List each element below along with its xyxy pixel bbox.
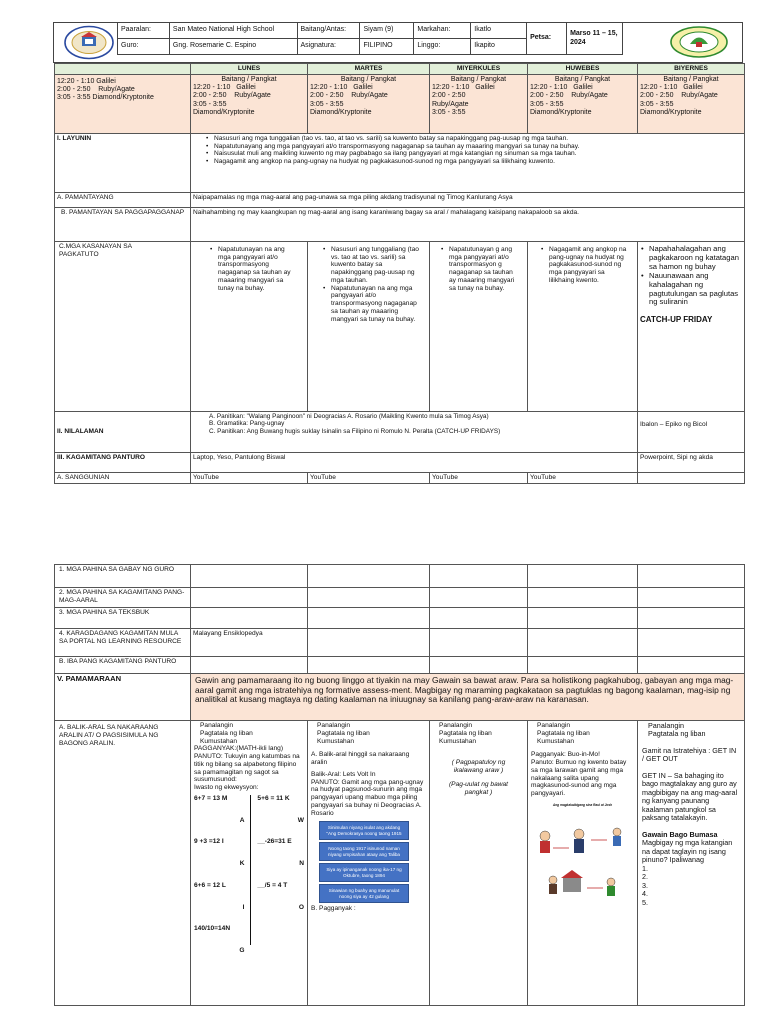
- linggo-label: Linggo:: [414, 39, 471, 55]
- markahan-value: Ikatlo: [471, 23, 527, 39]
- balik-aral-biyernes: Panalangin Pagtatala ng liban Gamit na Istratehiya : GET IN / GET OUT GET IN – Sa bahaging ito bago magtalakay ang guro ay magbibigay na ang mag-aaral ng kanyang paunang kaalaman patungkol sa paksang tatalakayin. Gawain Bago Bumasa Magbigay ng mga katangian na dapat taglayin ng isang pinuno? Ipaliwanag 1. 2. 3. 4. 5.: [638, 721, 745, 1006]
- cipher-divider: [250, 795, 251, 945]
- balik-aral-row: [55, 721, 745, 1006]
- kagamitang-label: III. KAGAMITANG PANTURO: [55, 452, 191, 472]
- pamamaraan-row: [55, 674, 745, 721]
- markahan-label: Markahan:: [414, 23, 471, 39]
- schedule-martes: Baitang / Pangkat 12:20 - 1:10 Galilei 2:00 - 2:50 Ruby/Agate 3:05 - 3:55 Diamond/Kryptonite: [308, 74, 430, 133]
- baitang-value: Siyam (9): [360, 23, 414, 39]
- paaralan-label: Paaralan:: [118, 23, 170, 39]
- kasanayan-biyernes: • Napahahalagahan ang pagkakaroon ng katatagan sa hamon ng buhay • Nauunawaan ang kahalagahan ng pagtutulungan sa paglutas ng suliranin CATCH-UP FRIDAY: [638, 241, 745, 411]
- story-image: Ang magkakaibigang sina Raul at Josh: [531, 804, 634, 902]
- nilalaman-label: II. NILALAMAN: [55, 411, 191, 452]
- timeline-boxes: [319, 821, 409, 903]
- asignatura-value: FILIPINO: [360, 39, 414, 55]
- kagamitang-mag-aaral-row: [55, 588, 745, 608]
- karagdagang-label: 4. KARAGDAGANG KAGAMITAN MULA SA PORTAL NG LEARNING RESOURCE: [55, 629, 191, 657]
- timeline-box: Sinimulan niyang isulat ang akdang "Ang Demokrasya noong taong 1915: [319, 821, 409, 840]
- petsa-value: Marso 11 – 15, 2024: [567, 23, 623, 55]
- layunin-item: • Nagagamit ang angkop na pang-ugnay na hudyat ng pagkakasunod-sunod ng mga pangyayari sa lilikhaing kuwento.: [205, 158, 742, 166]
- balik-aral-lunes: Panalangin Pagtatala ng liban Kumustahan PAGGANYAK:(MATH-ikli lang) PANUTO: Tukuyin ang katumbas na titik ng bilang sa alpabetong filipino sa pamamagitan ng sagot sa susumusunod: Iwasto ng ekweysyon: 6+7 = 13 M A 9 +3 =12 I K 6+6 = 12 L I 140/10=14N G 5+6 = 11 K W __-26=31 E N __/5 = 4 T O: [191, 721, 308, 1006]
- pagganap-text: Naihahambing ng may kaangkupan ng mag-aaral ang isang karaniwang bagay sa aral / mahalagang kaisipang nakapaloob sa akda.: [191, 207, 745, 241]
- lesson-plan-table: [54, 63, 745, 484]
- cipher-right-column: 5+6 = 11 K W __-26=31 E N __/5 = 4 T O: [257, 794, 304, 911]
- timeline-box: Siya ay ipinanganak noong ika-17 ng Oktubre, taong 1894: [319, 863, 409, 882]
- kasanayan-miyerkules: • Napatutunayan g ang mga pangyayari at/o transpormasyon g nagaganap sa tauhan ay maaaring mangyari sa tunay na buhay.: [430, 241, 528, 411]
- schedule-first: 12:20 - 1:10 Galilei 2:00 - 2:50 Ruby/Agate 3:05 - 3:55 Diamond/Kryptonite: [55, 74, 191, 133]
- schedule-lunes: Baitang / Pangkat 12:20 - 1:10 Galilei 2:00 - 2:50 Ruby/Agate 3:05 - 3:55 Diamond/Kryptonite: [191, 74, 308, 133]
- kasanayan-row: [55, 241, 745, 411]
- day-lunes: LUNES: [191, 64, 308, 75]
- day-huwebes: HUWEBES: [528, 64, 638, 75]
- iba-pang-row: [55, 657, 745, 674]
- day-miyerkules: MIYERKULES: [430, 64, 528, 75]
- pamantayang-text: Naipapamalas ng mga mag-aaral ang pag-unawa sa mga piling akdang tradisyunal ng Timog Kanlurang Asya: [191, 192, 745, 207]
- balik-aral-label: A. BALIK-ARAL SA NAKARAANG ARALIN AT/ O PAGSISIMULA NG BAGONG ARALIN.: [55, 721, 191, 1006]
- catch-up-friday: CATCH-UP FRIDAY: [640, 315, 713, 325]
- pamantayang-row: [55, 192, 745, 207]
- schedule-huwebes: Baitang / Pangkat 12:20 - 1:10 Galilei 2:00 - 2:50 Ruby/Agate 3:05 - 3:55 Diamond/Kryptonite: [528, 74, 638, 133]
- layunin-content: [191, 133, 745, 192]
- teksbuk-row: [55, 608, 745, 629]
- paaralan-value: San Mateo National High School: [169, 23, 297, 39]
- kagamitang-mag-aaral-label: 2. MGA PAHINA SA KAGAMITANG PANG-MAG-AARAL: [55, 588, 191, 608]
- guro-value: Gng. Rosemarie C. Espino: [169, 39, 297, 55]
- karagdagang-value: Malayang Ensiklopedya: [191, 629, 308, 657]
- kasanayan-label: C.MGA KASANAYAN SA PAGKATUTO: [55, 241, 191, 411]
- teksbuk-label: 3. MGA PAHINA SA TEKSBUK: [55, 608, 191, 629]
- kagamitang-biyernes: Powerpoint, Sipi ng akda: [638, 452, 745, 472]
- layunin-item: • Nasusuri ang mga tunggalian (tao vs. tao, at tao vs. sarili) sa kuwento batay sa napakinggang pag-uusap ng mga tauhan.: [205, 135, 742, 143]
- sanggunian-label: A. SANGGUNIAN: [55, 472, 191, 483]
- schedule-row: [55, 74, 745, 133]
- gabay-row: [55, 565, 745, 588]
- balik-aral-huwebes: Panalangin Pagtatala ng liban Kumustahan Pagganyak: Buo-in-Mo! Panuto: Bumuo ng kwento batay sa mga larawan gamit ang mga nakalaang salita upang magkasunod-sunod ang mga pangyayari. Ang magkakaibigang sina Raul at Josh: [528, 721, 638, 1006]
- kasanayan-lunes: • Napatutunayan na ang mga pangyayari at/o transpormasyong nagaganap sa tauhan ay maaaring mangyari sa tunay na buhay.: [191, 241, 308, 411]
- sanggunian-row: A. SANGGUNIAN YouTube YouTube YouTube YouTube: [55, 472, 745, 483]
- days-header-row: [55, 64, 745, 75]
- school-seal-logo: [668, 25, 730, 59]
- header-table: [117, 22, 623, 55]
- linggo-value: Ikapito: [471, 39, 527, 55]
- timeline-box: Sinawian ng buahy ang manunulat noong siya ay 42 gulang: [319, 884, 409, 903]
- pamantayang-label: A. PAMANTAYANG: [55, 192, 191, 207]
- asignatura-label: Asignatura:: [297, 39, 360, 55]
- pamamaraan-label: V. PAMAMARAAN: [55, 674, 191, 721]
- schedule-miyerkules: Baitang / Pangkat 12:20 - 1:10 Galilei 2:00 - 2:50 Ruby/Agate 3:05 - 3:55: [430, 74, 528, 133]
- kasanayan-huwebes: • Nagagamit ang angkop na pang-ugnay na hudyat ng pagkakasunod-sunod ng mga pangyayari sa lilikhaing kwento.: [528, 241, 638, 411]
- gabay-label: 1. MGA PAHINA SA GABAY NG GURO: [55, 565, 191, 588]
- pamamaraan-text: Gawin ang pamamaraang ito ng buong linggo at tiyakin na may Gawain sa bawat araw. Para sa holistikong pagkahubog, gabayan ang mga mag-aaral gamit ang mga istratehiya ng formative assess-ment. Magbigay ng maraming pagkakataon sa pagtuklas ng bagong kaalaman, mag-isip ng analitikal at kusang magtaya ng dating kaalaman na iniuugnay sa kanilang pang-araw-araw na karanasan.: [191, 674, 745, 721]
- schedule-biyernes: Baitang / Pangkat 12:20 - 1:10 Galilei 2:00 - 2:50 Ruby/Agate 3:05 - 3:55 Diamond/Kryptonite: [638, 74, 745, 133]
- ciphers-puzzle: [194, 795, 304, 955]
- kagamitang-text: Laptop, Yeso, Pantulong Biswal: [191, 452, 638, 472]
- balik-aral-martes: Panalangin Pagtatala ng liban Kumustahan A. Balik-aral hinggil sa nakaraang aralin Balik-Aral: Lets Volt In PANUTO: Gamit ang mga pang-ugnay na hudyat pagsunod-sunurin ang mga pangyayari upang mabuo mga piling pangyayari sa buhay ni Deogracias A. Rosario Sinimulan niyang isulat ang akdang "Ang Demokrasya noong taong 1915 Noong taong 1917 isinunod naman niyang umpisahan ataay ang Taliba Siya ay ipinanganak noong ika-17 ng Oktubre, taong 1894 Sinawian ng buahy ang manunulat noong siya ay 42 gulang B. Pagganyak :: [308, 721, 430, 1006]
- petsa-label: Petsa:: [527, 23, 567, 55]
- guro-label: Guro:: [118, 39, 170, 55]
- pagganap-label: B. PAMANTAYAN SA PAGGAPAGGANAP: [55, 207, 191, 241]
- baitang-label: Baitang/Antas:: [297, 23, 360, 39]
- nilalaman-biyernes: Ibalon – Epiko ng Bicol: [638, 411, 745, 452]
- layunin-row: [55, 133, 745, 192]
- layunin-item: • Napatutunayang ang mga pangyayari at/o transpormasyong nagaganap sa tauhan ay maaaring mangyari sa tunay na buhay.: [205, 143, 742, 151]
- kagamitang-row: [55, 452, 745, 472]
- lesson-plan-table-page-2: [54, 564, 745, 1006]
- layunin-label: I. LAYUNIN: [55, 133, 191, 192]
- story-illustration: [531, 808, 635, 900]
- balik-aral-miyerkules: Panalangin Pagtatala ng liban Kumustahan ( Pagpapatuloy ng ikalawang araw ) (Pag-uulat ng bawat pangkat ): [430, 721, 528, 1006]
- deped-seal-logo: [62, 24, 116, 61]
- day-biyernes: BIYERNES: [638, 64, 745, 75]
- kasanayan-martes: • Nasusuri ang tunggaliang (tao vs. tao at tao vs. sarili) sa kuwento batay sa napakinggang pag-uusap ng mga tauhan. • Napatutunayan na ang mga pangyayari at/o transpormasyong nagaganap sa tauhan ay maaaring mangyari sa tunay na buhay.: [308, 241, 430, 411]
- layunin-item: • Naisusulat muli ang maikling kuwento ng may pagbabago sa ilang pangyayari at mga katangian ng sinuman sa mga tauhan.: [205, 150, 742, 158]
- cipher-left-column: 6+7 = 13 M A 9 +3 =12 I K 6+6 = 12 L I 140/10=14N G: [194, 794, 245, 955]
- nilalaman-content: A. Panitikan: "Walang Panginoon" ni Deogracias A. Rosario (Maikling Kwento mula sa Timog Asya) B. Gramatika: Pang-ugnay C. Panitikan: Ang Buwang hugis suklay Isinalin sa Filipino ni Romulo N. Peralta (CATCH-UP FRIDAYS): [191, 411, 638, 452]
- karagdagang-row: [55, 629, 745, 657]
- pagganap-row: [55, 207, 745, 241]
- iba-pang-label: B. IBA PANG KAGAMITANG PANTURO: [55, 657, 191, 674]
- nilalaman-row: [55, 411, 745, 452]
- timeline-box: Noong taong 1917 isinunod naman niyang umpisahan ataay ang Taliba: [319, 842, 409, 861]
- day-martes: MARTES: [308, 64, 430, 75]
